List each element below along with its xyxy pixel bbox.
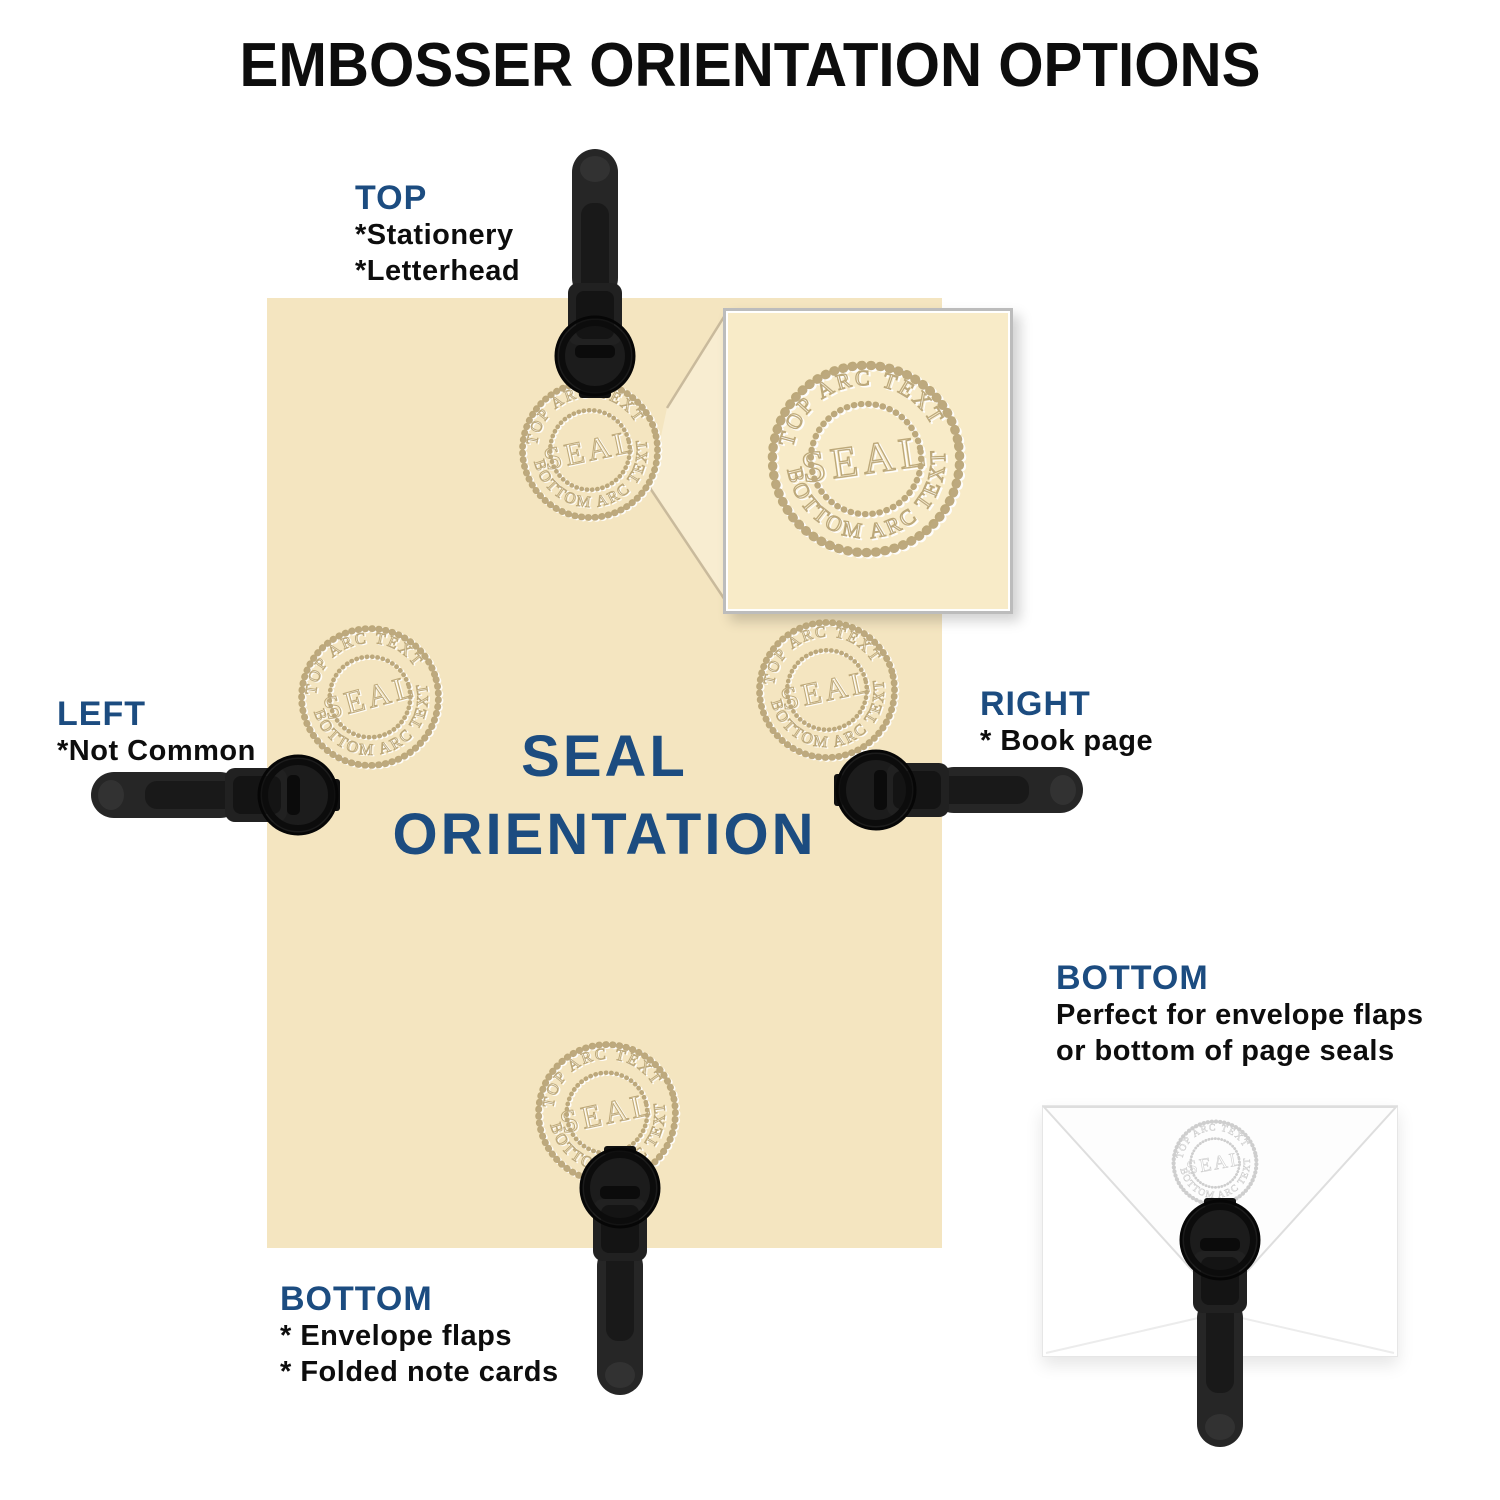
label-bottom-line: * Envelope flaps: [280, 1320, 513, 1353]
label-left: [57, 696, 256, 769]
label-bottom-right-heading: BOTTOM: [1056, 959, 1209, 997]
label-bottom-right-line: Perfect for envelope flaps: [1056, 999, 1424, 1032]
label-bottom: [280, 1281, 559, 1390]
embosser-top: [535, 141, 655, 401]
label-bottom-line: * Folded note cards: [280, 1356, 559, 1389]
label-right: [980, 686, 1153, 759]
label-right-line: * Book page: [980, 725, 1154, 758]
label-top-line: *Letterhead: [355, 255, 521, 288]
label-top-heading: TOP: [355, 179, 428, 217]
label-bottom-heading: BOTTOM: [280, 1280, 433, 1318]
caption-line-1: SEAL: [521, 724, 688, 789]
embosser-envelope: [1160, 1195, 1280, 1455]
seal-zoom-inset: [723, 308, 1013, 614]
page-title: EMBOSSER ORIENTATION OPTIONS: [239, 31, 1261, 100]
label-bottom-right: [1056, 960, 1424, 1069]
label-right-heading: RIGHT: [980, 685, 1091, 723]
label-top: [355, 180, 520, 289]
embosser-bottom: [560, 1143, 680, 1403]
label-top-line: *Stationery: [355, 219, 514, 252]
label-left-line: *Not Common: [57, 735, 256, 768]
label-bottom-right-line: or bottom of page seals: [1056, 1035, 1395, 1068]
label-left-heading: LEFT: [57, 695, 146, 733]
caption-line-2: ORIENTATION: [392, 801, 817, 867]
